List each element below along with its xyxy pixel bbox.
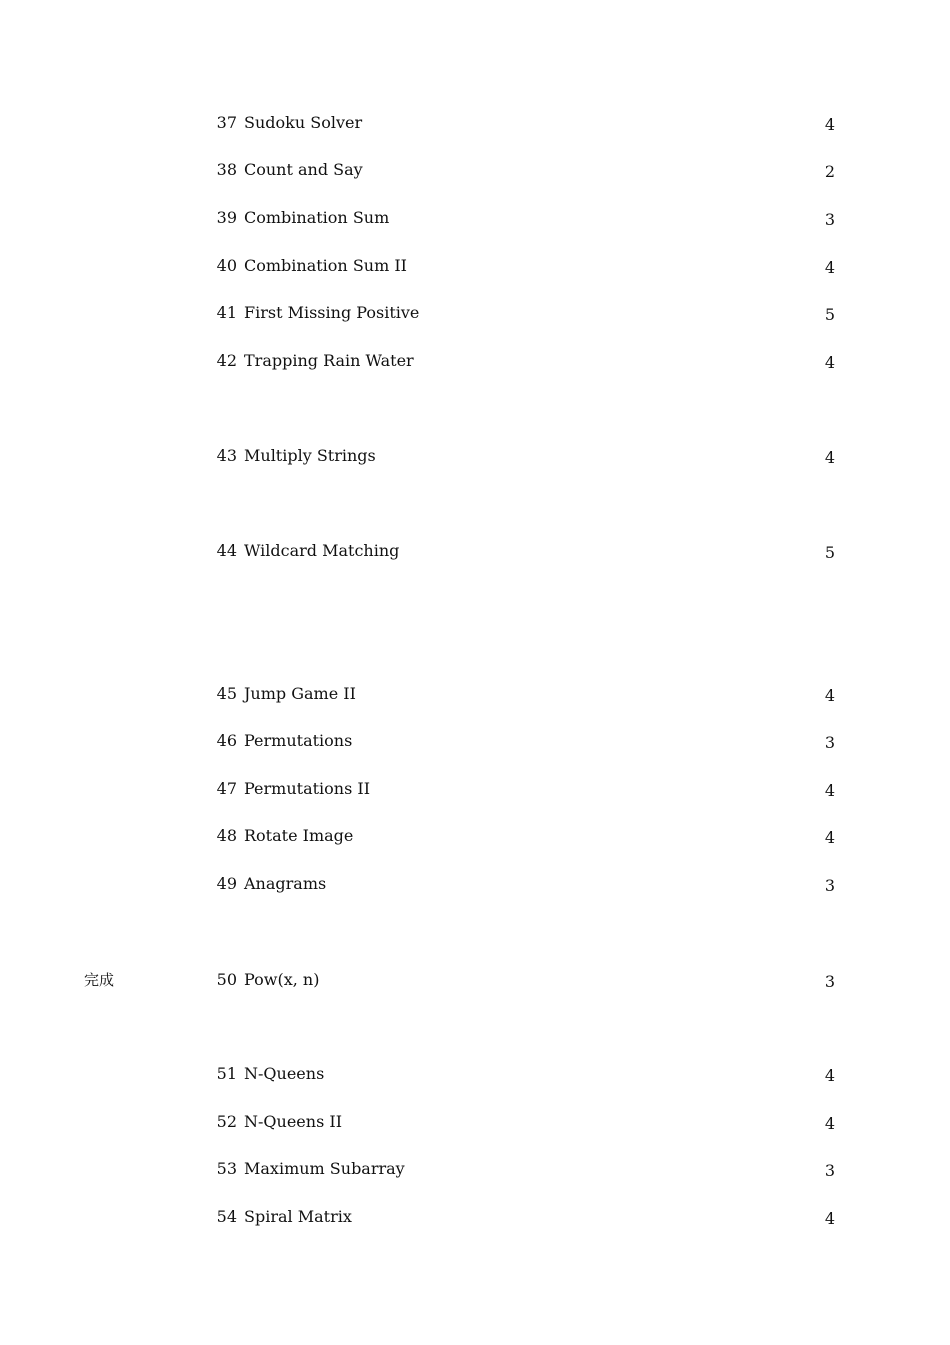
problem-row-43 xyxy=(0,444,950,468)
problem-number: 45 xyxy=(216,684,237,703)
problem-title: N-Queens II xyxy=(244,1112,343,1131)
problem-number: 54 xyxy=(216,1207,237,1226)
problem-title: Wildcard Matching xyxy=(244,541,400,560)
problem-number: 52 xyxy=(216,1112,237,1131)
difficulty-value: 4 xyxy=(824,353,836,372)
problem-number: 49 xyxy=(216,874,237,893)
problem-row-52 xyxy=(0,1110,950,1134)
problem-title: Permutations xyxy=(244,731,353,750)
difficulty-value: 4 xyxy=(824,1066,836,1085)
problem-row-39 xyxy=(0,206,950,230)
problem-title: Jump Game II xyxy=(244,684,356,703)
problem-number: 44 xyxy=(216,541,237,560)
problem-title: Permutations II xyxy=(244,779,371,798)
problem-number: 42 xyxy=(216,351,237,370)
problem-row-46 xyxy=(0,729,950,753)
difficulty-value: 3 xyxy=(824,733,836,752)
problem-number: 53 xyxy=(216,1159,237,1178)
problem-title: Multiply Strings xyxy=(244,446,376,465)
problem-title: N-Queens xyxy=(244,1064,325,1083)
problem-number: 38 xyxy=(216,160,237,179)
difficulty-value: 3 xyxy=(824,210,836,229)
problem-row-40 xyxy=(0,254,950,278)
problem-row-49 xyxy=(0,872,950,896)
problem-title: Rotate Image xyxy=(244,826,354,845)
difficulty-value: 4 xyxy=(824,686,836,705)
problem-number: 51 xyxy=(216,1064,237,1083)
difficulty-value: 4 xyxy=(824,828,836,847)
difficulty-value: 3 xyxy=(824,876,836,895)
difficulty-value: 2 xyxy=(824,162,836,181)
problem-title: Combination Sum xyxy=(244,208,390,227)
difficulty-value: 4 xyxy=(824,115,836,134)
difficulty-value: 4 xyxy=(824,1209,836,1228)
problem-number: 41 xyxy=(216,303,237,322)
difficulty-value: 4 xyxy=(824,781,836,800)
problem-row-37 xyxy=(0,111,950,135)
problem-number: 50 xyxy=(216,970,237,989)
problem-row-50 xyxy=(0,968,950,992)
problem-row-53 xyxy=(0,1157,950,1181)
problem-row-41 xyxy=(0,301,950,325)
problem-title: Sudoku Solver xyxy=(244,113,363,132)
problem-title: Pow(x, n) xyxy=(244,970,320,989)
problem-title: Count and Say xyxy=(244,160,363,179)
problem-number: 46 xyxy=(216,731,237,750)
problem-title: Anagrams xyxy=(244,874,327,893)
problem-row-45 xyxy=(0,682,950,706)
difficulty-value: 4 xyxy=(824,448,836,467)
problem-row-44 xyxy=(0,539,950,563)
problem-number: 48 xyxy=(216,826,237,845)
difficulty-value: 5 xyxy=(824,305,836,324)
status-cell: 完成 xyxy=(84,971,115,989)
problem-number: 47 xyxy=(216,779,237,798)
problem-title: First Missing Positive xyxy=(244,303,420,322)
problem-number: 40 xyxy=(216,256,237,275)
problem-number: 43 xyxy=(216,446,237,465)
problem-row-42 xyxy=(0,349,950,373)
problem-title: Trapping Rain Water xyxy=(244,351,414,370)
difficulty-value: 4 xyxy=(824,258,836,277)
problem-row-48 xyxy=(0,824,950,848)
problem-title: Spiral Matrix xyxy=(244,1207,352,1226)
problem-row-47 xyxy=(0,777,950,801)
problem-title: Maximum Subarray xyxy=(244,1159,405,1178)
problem-row-54 xyxy=(0,1205,950,1229)
difficulty-value: 4 xyxy=(824,1114,836,1133)
difficulty-value: 3 xyxy=(824,1161,836,1180)
problem-number: 37 xyxy=(216,113,237,132)
problem-number: 39 xyxy=(216,208,237,227)
problem-row-51 xyxy=(0,1062,950,1086)
problem-title: Combination Sum II xyxy=(244,256,407,275)
problem-row-38 xyxy=(0,158,950,182)
difficulty-value: 3 xyxy=(824,972,836,991)
difficulty-value: 5 xyxy=(824,543,836,562)
